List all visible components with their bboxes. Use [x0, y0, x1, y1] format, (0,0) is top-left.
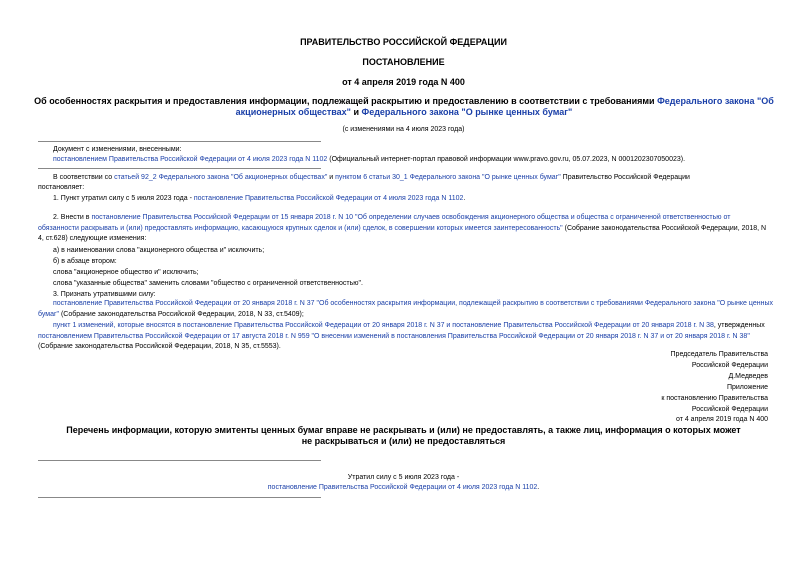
- footer-link[interactable]: постановление Правительства Российской Федерации от 4 июля 2023 года N 1102: [267, 484, 538, 491]
- title-text-2: и: [350, 107, 362, 117]
- p2-item-a: а) в наименовании слова "акционерного общества и" исключить;: [53, 247, 265, 254]
- title-link-securities-law[interactable]: Федерального закона "О рынке ценных бумаг": [361, 107, 573, 117]
- p3-item-1-tail: (Собрание законодательства Российской Федерации, 2018, N 33, ст.5409);: [59, 310, 304, 318]
- p1-text: 1. Пункт утратил силу с 5 июля 2023 года -: [53, 195, 194, 202]
- p1-end: .: [463, 195, 466, 202]
- signature-country: Российской Федерации: [691, 362, 768, 369]
- preamble-text-3: Правительство Российской Федерации: [560, 174, 690, 181]
- p3-link-point-1[interactable]: пункт 1 изменений, которые вносятся в постановление Правительства Российской Федерации от 20 января 2018 г. N 37 и постановление Правительства Российской Федерации от 20 января 2018 г. N 38: [53, 322, 714, 329]
- changes-label: Документ с изменениями, внесенными:: [53, 146, 182, 153]
- appendix-title: Перечень информации, которую эмитенты ценных бумаг вправе не раскрывать и (или) не предоставлять, а также лиц, информация о которых может не раскрываться и (или) не предоставляться: [66, 425, 741, 446]
- footer-end: .: [537, 484, 540, 491]
- date-number-heading: от 4 апреля 2019 года N 400: [342, 77, 465, 87]
- title-link-joint-stock-law[interactable]: Федерального закона "Об акционерных обществах": [235, 96, 774, 117]
- p2-item-b: б) в абзаце втором:: [53, 258, 117, 265]
- p3-link-resolution-37[interactable]: постановление Правительства Российской Федерации от 20 января 2018 г. N 37 "Об особенностях раскрытия информации, подлежащей раскрытию в соответствии с требованиями Федерального закона "О рынке ценных бумаг": [38, 300, 773, 318]
- appendix-ref-3: от 4 апреля 2019 года N 400: [675, 416, 768, 423]
- doc-type-heading: ПОСТАНОВЛЕНИЕ: [362, 57, 445, 67]
- preamble-line1: [53, 173, 690, 183]
- title-text-1: Об особенностях раскрытия и предоставления информации, подлежащей раскрытию и предоставлению в соответствии с требованиями: [34, 96, 658, 106]
- p3-link-resolution-959[interactable]: постановлением Правительства Российской Федерации от 17 августа 2018 г. N 959 "О внесении изменений в постановления Правительства Российской Федерации от 20 января 2018 г. N 37 и от 20 января 2018 г. N 38": [38, 332, 750, 340]
- paragraph-1: [53, 194, 465, 204]
- p2-item-b1: слова "акционерное общество и" исключить;: [53, 269, 199, 276]
- signature-name: Д.Медведев: [728, 373, 768, 380]
- footer-text: Утратил силу с 5 июля 2023 года -: [347, 474, 460, 481]
- changes-tail: (Официальный интернет-портал правовой информации www.pravo.gov.ru, 05.07.2023, N 0001202307050023).: [327, 156, 686, 163]
- paragraph-3-head: 3. Признать утратившими силу:: [53, 291, 156, 298]
- p3-item-2-tail: (Собрание законодательства Российской Федерации, 2018, N 35, ст.5553).: [38, 343, 281, 350]
- appendix-ref-2: Российской Федерации: [691, 406, 768, 413]
- document-title: [34, 96, 774, 118]
- p1-link[interactable]: постановление Правительства Российской Федерации от 4 июля 2023 года N 1102: [193, 195, 464, 202]
- divider-bottom: [38, 497, 321, 498]
- divider-top: [38, 141, 321, 142]
- divider-3: [38, 460, 321, 461]
- preamble-text-2: и: [327, 174, 336, 181]
- appendix-ref-1: к постановлению Правительства: [661, 395, 768, 402]
- appendix-label: Приложение: [726, 384, 768, 391]
- preamble-link-art30[interactable]: пунктом 6 статьи 30_1 Федерального закона "О рынке ценных бумаг": [335, 174, 561, 181]
- p3-item-2-text: , утвержденных: [713, 322, 765, 329]
- p2-text-1: 2. Внести в: [53, 214, 92, 221]
- preamble-link-art92[interactable]: статьей 92_2 Федерального закона "Об акционерных обществах": [114, 174, 328, 181]
- p2-item-b2: слова "указанные общества" заменить словами "общество с ограниченной ответственностью".: [53, 280, 363, 287]
- p3-item-1: [38, 299, 773, 320]
- p3-item-2: [38, 321, 773, 353]
- divider-2: [38, 168, 321, 169]
- preamble-text-1: В соответствии со: [53, 174, 115, 181]
- p2-text-2: (Собрание законодательства Российской Федерации, 2018, N 4, ст.628) следующие изменения:: [38, 224, 767, 242]
- preamble-line2: постановляет:: [38, 184, 85, 191]
- changes-line: [53, 155, 685, 165]
- changes-link[interactable]: постановлением Правительства Российской Федерации от 4 июля 2023 года N 1102: [53, 156, 328, 163]
- paragraph-2: [38, 213, 773, 245]
- signature-position: Председатель Правительства: [670, 351, 768, 358]
- p2-link-resolution-10[interactable]: постановление Правительства Российской Федерации от 15 января 2018 г. N 10 "Об определении случаев освобождения акционерного общества и общества с ограниченной ответственностью от обязанности раскрывать и (или) предоставлять информацию, касающуюся крупных сделок и (или) сделок, в совершении которых имеется заинтересованность": [38, 214, 731, 232]
- amended-note: (с изменениями на 4 июля 2023 года): [342, 126, 465, 133]
- footer-line: [0, 483, 807, 493]
- issuer-heading: ПРАВИТЕЛЬСТВО РОССИЙСКОЙ ФЕДЕРАЦИИ: [300, 37, 507, 47]
